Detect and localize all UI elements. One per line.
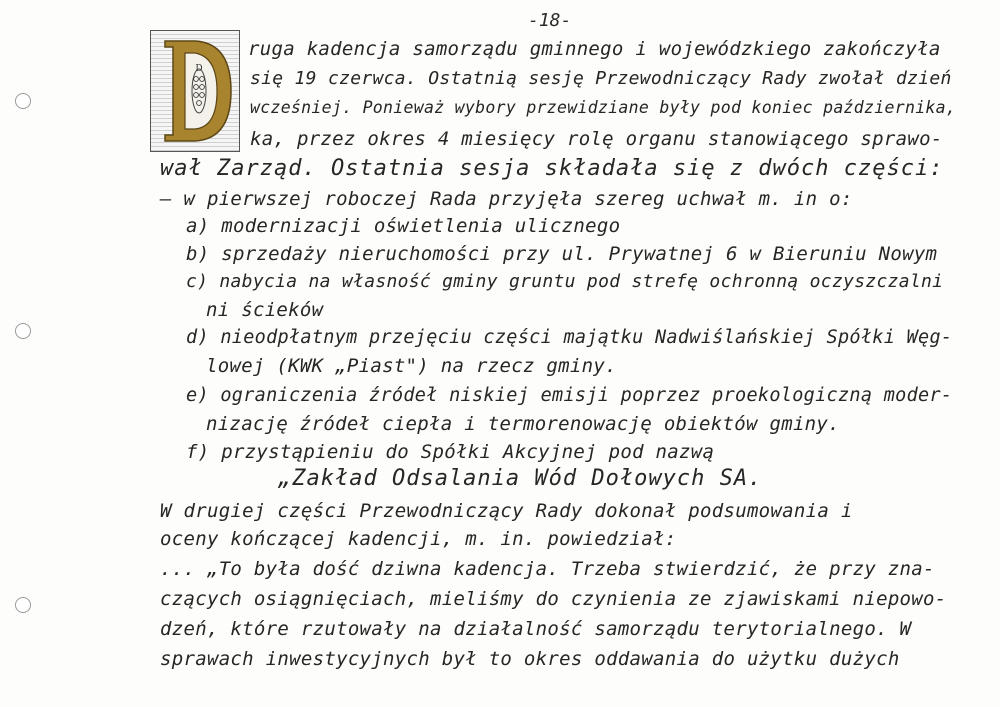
list-item-d-cont: lowej (KWK „Piast") na rzecz gminy.: [206, 355, 617, 377]
quote-line-2: czących osiągnięciach, mieliśmy do czynienia ze zjawiskami niepowo-: [160, 588, 947, 610]
quote-line-4: sprawach inwestycyjnych był to okres oddawania do użytku dużych: [160, 648, 900, 670]
quote-line-3: dzeń, które rzutowały na działalność samorządu terytorialnego. W: [160, 618, 912, 640]
quote-line-1: ... „To była dość dziwna kadencja. Trzeba stwierdzić, że przy zna-: [160, 558, 935, 580]
text-line-18: oceny kończącej kadencji, m. in. powiedział:: [160, 528, 677, 550]
binder-hole-top: [15, 93, 31, 109]
binder-hole-middle: [15, 323, 31, 339]
text-line-4: ka, przez okres 4 miesięcy rolę organu stanowiącego sprawo-: [250, 128, 943, 150]
text-line-6: – w pierwszej roboczej Rada przyjęła szereg uchwał m. in o:: [160, 188, 853, 210]
list-item-e-cont: nizację źródeł ciepła i termorenowację obiektów gminy.: [206, 413, 840, 435]
list-item-c: c) nabycia na własność gminy gruntu pod strefę ochronną oczyszczalni: [186, 271, 944, 292]
company-name-line: „Zakład Odsalania Wód Dołowych SA.: [278, 466, 763, 491]
list-item-c-cont: ni ścieków: [206, 299, 324, 321]
list-item-a: a) modernizacji oświetlenia ulicznego: [186, 215, 621, 237]
text-line-3: wcześniej. Ponieważ wybory przewidziane były pod koniec października,: [250, 98, 957, 117]
list-item-f: f) przystąpieniu do Spółki Akcyjnej pod nazwą: [186, 441, 715, 463]
initial-letter-graphic: [151, 31, 239, 151]
text-line-5: wał Zarząd. Ostatnia sesja składała się z dwóch części:: [160, 156, 944, 181]
binder-hole-bottom: [15, 597, 31, 613]
text-line-17: W drugiej części Przewodniczący Rady dokonał podsumowania i: [160, 500, 853, 522]
initial-letter-text: D: [195, 64, 203, 74]
page-number: -18-: [528, 10, 572, 31]
decorative-initial-d: [150, 30, 240, 152]
list-item-d: d) nieodpłatnym przejęciu części majątku Nadwiślańskiej Spółki Węg-: [186, 327, 953, 348]
list-item-b: b) sprzedaży nieruchomości przy ul. Prywatnej 6 w Bieruniu Nowym: [186, 243, 938, 265]
list-item-e: e) ograniczenia źródeł niskiej emisji poprzez proekologiczną moder-: [186, 385, 953, 406]
text-line-1: ruga kadencja samorządu gminnego i wojewódzkiego zakończyła: [248, 38, 941, 60]
text-line-2: się 19 czerwca. Ostatnią sesję Przewodniczący Rady zwołał dzień: [250, 68, 952, 89]
